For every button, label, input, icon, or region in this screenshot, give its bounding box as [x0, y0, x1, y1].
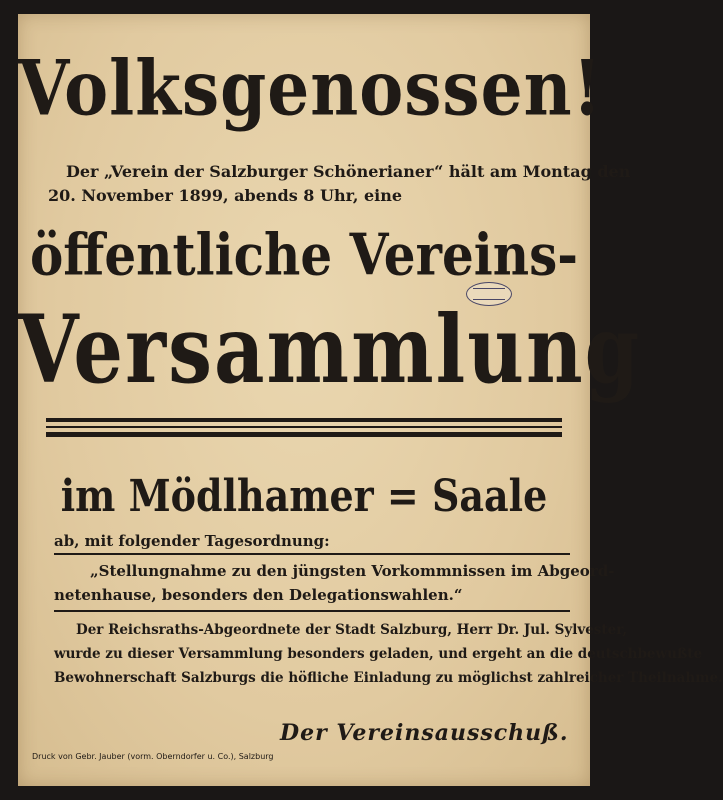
divider-rule: [46, 426, 562, 428]
main-title: Versammlung: [18, 295, 642, 405]
sub-title: öffentliche Vereins-: [29, 220, 579, 289]
poster-sheet: [18, 14, 723, 786]
agenda-label: ab, mit folgender Tagesordnung:: [54, 532, 330, 550]
location-title: im Mödlhamer = Saale: [60, 469, 548, 522]
printer-note: Druck von Gebr. Jauber (vorm. Oberndorfer u. Co.), Salzburg: [32, 752, 274, 761]
divider-rule: [46, 418, 562, 422]
agenda-line-2: netenhause, besonders den Delegationswahlen.“: [54, 586, 463, 604]
agenda-rule: [54, 553, 570, 555]
intro-line-2: 20. November 1899, abends 8 Uhr, eine: [48, 186, 403, 205]
signature: Der Vereinsausschuß.: [280, 720, 569, 746]
agenda-line-1: „Stellungnahme zu den jüngsten Vorkommnissen im Abgeord-: [90, 562, 615, 580]
divider-rule: [46, 432, 562, 437]
body-line-3: Bewohnerschaft Salzburgs die höfliche Einladung zu möglichst zahlreicher Theilnahme.: [54, 670, 723, 686]
body-line-1: Der Reichsraths-Abgeordnete der Stadt Salzburg, Herr Dr. Jul. Sylvester,: [76, 622, 628, 638]
headline: Volksgenossen!: [18, 43, 603, 133]
intro-line-1: Der „Verein der Salzburger Schönerianer“ hält am Montag den: [66, 162, 631, 181]
agenda-rule: [54, 610, 570, 612]
body-line-2: wurde zu dieser Versammlung besonders geladen, und ergeht an die deutschbewußte: [54, 646, 703, 662]
